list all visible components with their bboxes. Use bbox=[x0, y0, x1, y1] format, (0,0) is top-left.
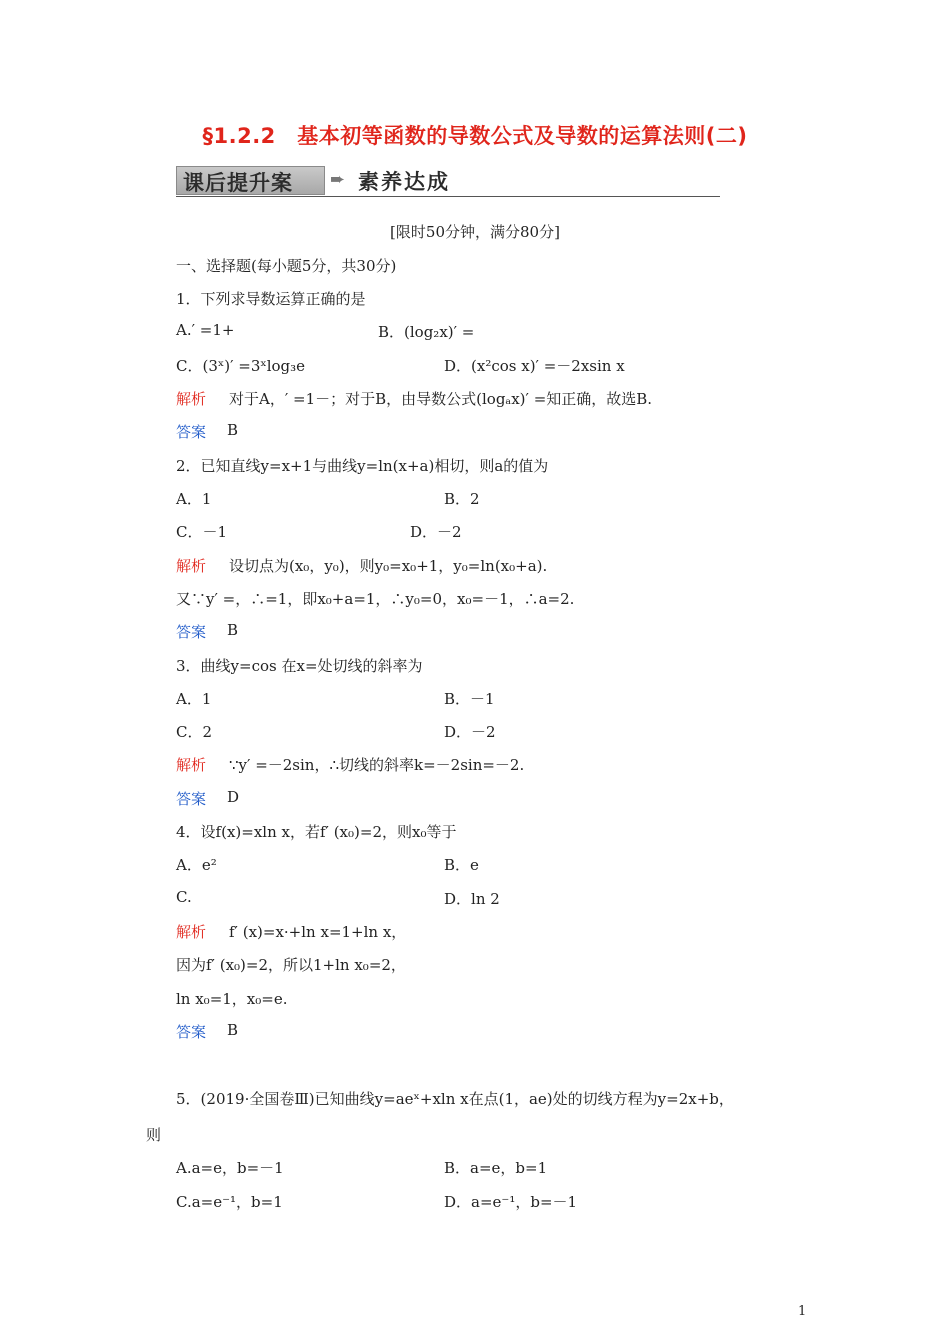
q4-analysis-label: 解析 bbox=[176, 923, 207, 941]
q3-analysis: ∵y′ =－2sin，∴切线的斜率k=－2sin=－2. bbox=[229, 756, 525, 774]
q2-stem: 2．已知直线y=x+1与曲线y=ln(x+a)相切，则a的值为 bbox=[176, 457, 549, 475]
q4-answer: B bbox=[227, 1021, 239, 1039]
q3-option-b: B．－1 bbox=[444, 690, 495, 708]
page-title: §1.2.2 基本初等函数的导数公式及导数的运算法则(二) bbox=[202, 124, 748, 148]
q4-option-b: B．e bbox=[444, 856, 479, 874]
q4-analysis-2: 因为f′ (x₀)=2，所以1+ln x₀=2， bbox=[176, 956, 406, 974]
q2-option-d: D．－2 bbox=[410, 523, 462, 541]
q2-analysis-label: 解析 bbox=[176, 557, 207, 575]
arrow-icon: ➨ bbox=[330, 169, 346, 190]
q3-option-c: C．2 bbox=[176, 723, 213, 741]
q2-answer: B bbox=[227, 621, 239, 639]
q5-option-c: C.a=e⁻¹，b=1 bbox=[176, 1193, 283, 1211]
q4-option-d: D．ln 2 bbox=[444, 890, 500, 908]
q2-option-b: B．2 bbox=[444, 490, 480, 508]
q5-option-a: A.a=e，b=－1 bbox=[176, 1159, 284, 1177]
banner-right-text: 素养达成 bbox=[358, 170, 450, 194]
banner-label-box bbox=[176, 166, 325, 195]
header-rule bbox=[176, 196, 720, 197]
q3-analysis-label: 解析 bbox=[176, 756, 207, 774]
q3-option-a: A．1 bbox=[176, 690, 212, 708]
q1-answer-label: 答案 bbox=[176, 423, 207, 441]
time-limit: [限时50分钟，满分80分] bbox=[390, 223, 560, 241]
q4-analysis: f′ (x)=x·+ln x=1+ln x， bbox=[229, 923, 407, 941]
q2-analysis-2: 又∵y′ =，∴=1，即x₀+a=1，∴y₀=0，x₀=－1，∴a=2. bbox=[176, 590, 575, 608]
q2-option-c: C．－1 bbox=[176, 523, 228, 541]
banner-left-text: 课后提升案 bbox=[183, 171, 293, 195]
q5-stem-2: 则 bbox=[146, 1126, 162, 1144]
q1-option-c: C．(3ˣ)′ =3ˣlog₃e bbox=[176, 357, 306, 375]
q3-answer-label: 答案 bbox=[176, 790, 207, 808]
q4-option-c: C. bbox=[176, 888, 192, 906]
q3-option-d: D．－2 bbox=[444, 723, 496, 741]
q1-option-a: A.′ =1+ bbox=[176, 321, 235, 339]
q1-analysis: 对于A，′ =1－；对于B，由导数公式(logₐx)′ =知正确，故选B. bbox=[229, 390, 653, 408]
q2-answer-label: 答案 bbox=[176, 623, 207, 641]
page-number: 1 bbox=[798, 1304, 807, 1319]
q4-stem: 4．设f(x)=xln x，若f′ (x₀)=2，则x₀等于 bbox=[176, 823, 457, 841]
q4-analysis-3: ln x₀=1，x₀=e. bbox=[176, 990, 288, 1008]
q2-analysis: 设切点为(x₀，y₀)，则y₀=x₀+1，y₀=ln(x₀+a). bbox=[229, 557, 548, 575]
section-heading: 一、选择题(每小题5分，共30分) bbox=[176, 257, 397, 275]
q1-analysis-label: 解析 bbox=[176, 390, 207, 408]
q4-option-a: A．e² bbox=[176, 856, 217, 874]
q5-option-d: D．a=e⁻¹，b=－1 bbox=[444, 1193, 578, 1211]
q2-option-a: A．1 bbox=[176, 490, 212, 508]
q5-option-b: B．a=e，b=1 bbox=[444, 1159, 548, 1177]
q3-stem: 3．曲线y=cos 在x=处切线的斜率为 bbox=[176, 657, 423, 675]
q3-answer: D bbox=[227, 788, 240, 806]
q1-stem: 1．下列求导数运算正确的是 bbox=[176, 290, 366, 308]
q5-stem: 5．(2019·全国卷Ⅲ)已知曲线y=aeˣ+xln x在点(1，ae)处的切线方程为y=2x+b， bbox=[176, 1090, 734, 1108]
q1-option-d: D．(x²cos x)′ =－2xsin x bbox=[444, 357, 625, 375]
q1-answer: B bbox=[227, 421, 239, 439]
q1-option-b: B．(log₂x)′ = bbox=[378, 323, 475, 341]
q4-answer-label: 答案 bbox=[176, 1023, 207, 1041]
